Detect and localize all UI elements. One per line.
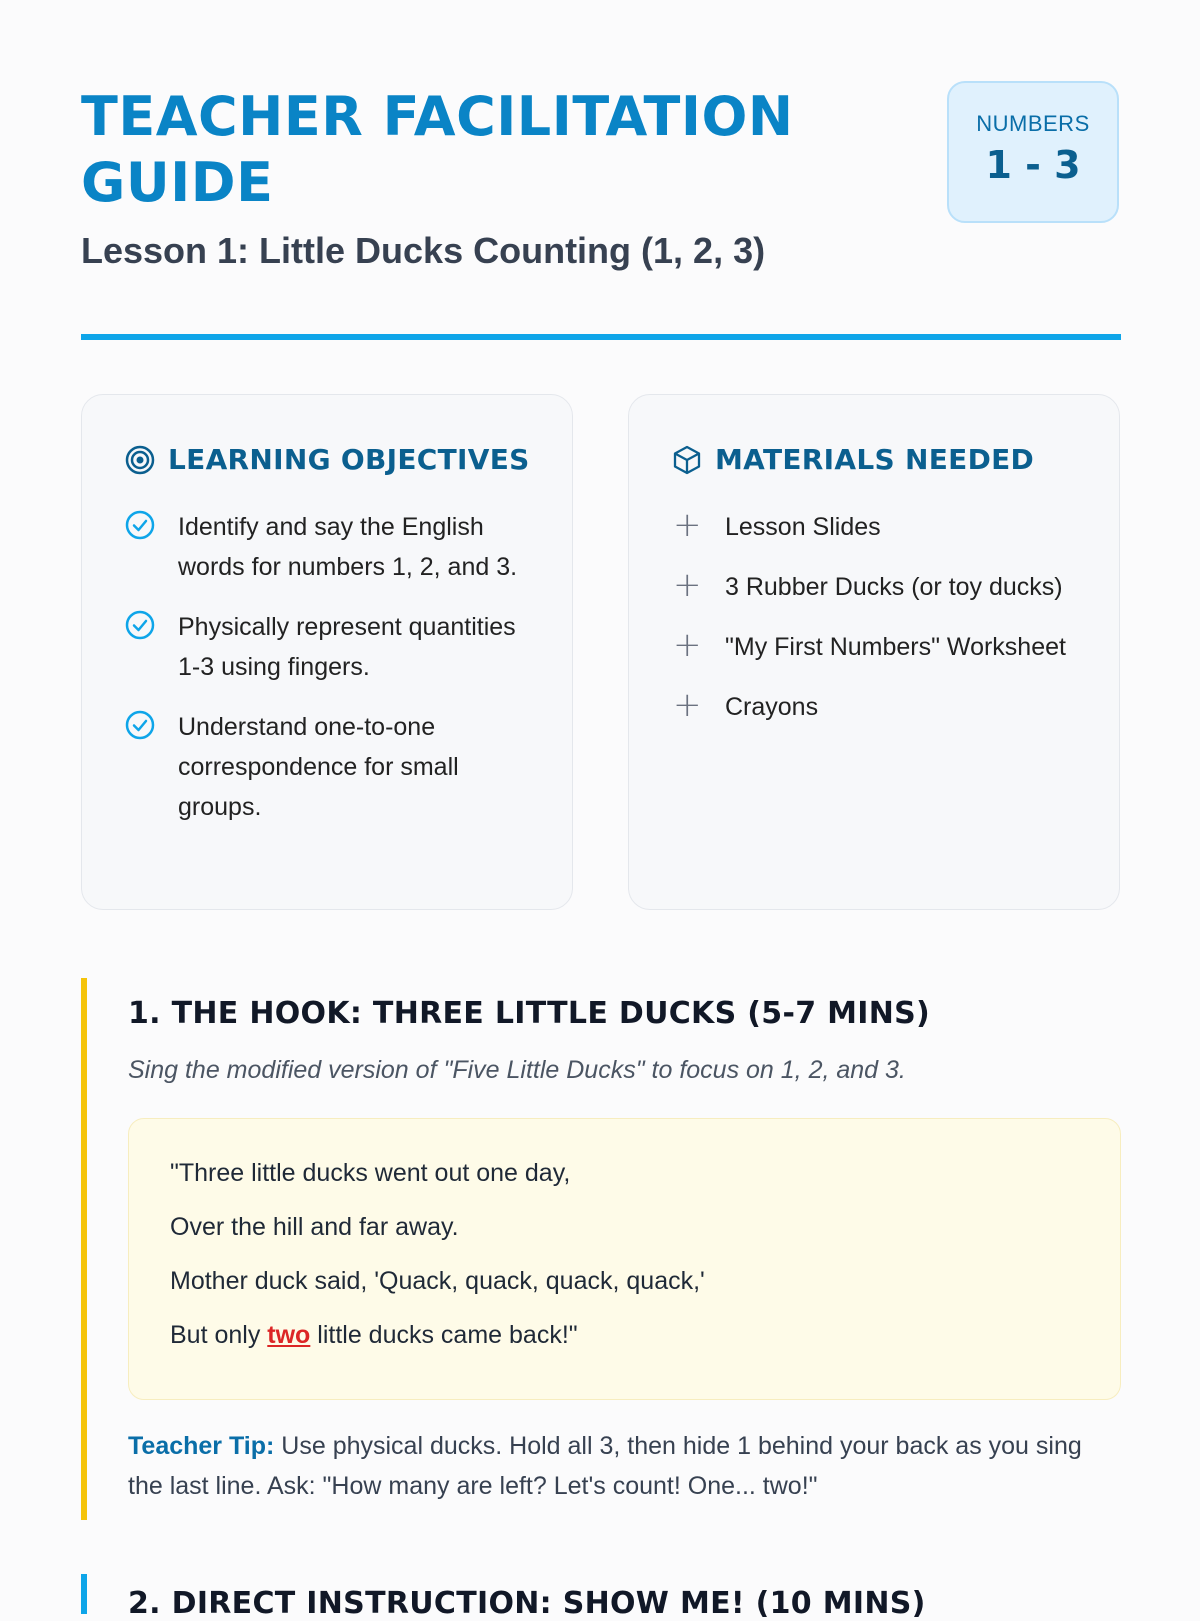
objectives-list	[124, 507, 534, 847]
materials-header	[671, 443, 1034, 476]
material-text: 3 Rubber Ducks (or toy ducks)	[725, 573, 1063, 601]
objective-text: Identify and say the English words for numbers 1, 2, and 3.	[178, 513, 518, 581]
objectives-card	[81, 394, 573, 910]
section-title: 2. DIRECT INSTRUCTION: SHOW ME! (10 MINS)	[128, 1586, 926, 1621]
header	[81, 84, 1121, 271]
plus-icon: +	[673, 565, 702, 605]
material-item	[671, 687, 1081, 727]
teacher-tip	[128, 1426, 1098, 1506]
material-item	[671, 567, 1081, 607]
header-divider	[81, 334, 1121, 340]
plus-icon: +	[673, 505, 702, 545]
materials-card	[628, 394, 1120, 910]
objectives-header	[124, 443, 530, 476]
material-text: Crayons	[725, 693, 819, 721]
song-line-end: little ducks came back!"	[310, 1321, 578, 1349]
page-title: TEACHER FACILITATION GUIDE	[81, 85, 794, 214]
check-circle-icon	[124, 709, 156, 741]
numbers-badge	[947, 81, 1119, 223]
section-title: 1. THE HOOK: THREE LITTLE DUCKS (5-7 MINS)	[128, 996, 931, 1031]
tip-label: Teacher Tip:	[128, 1432, 275, 1460]
material-text: "My First Numbers" Worksheet	[725, 633, 1066, 661]
objective-text: Physically represent quantities 1-3 using fingers.	[178, 613, 516, 681]
section-accent-bar	[81, 1574, 87, 1614]
badge-label: NUMBERS	[976, 111, 1090, 136]
section-description: Sing the modified version of "Five Little Ducks" to focus on 1, 2, and 3.	[128, 1056, 906, 1084]
badge-value: 1 - 3	[985, 143, 1081, 187]
objective-item	[124, 707, 534, 827]
check-circle-icon	[124, 609, 156, 641]
highlighted-word: two	[267, 1321, 311, 1349]
material-text: Lesson Slides	[725, 513, 881, 541]
materials-list	[671, 507, 1081, 747]
objective-item	[124, 507, 534, 587]
material-item	[671, 507, 1081, 547]
plus-icon: +	[673, 625, 702, 665]
hook-section	[81, 978, 1121, 1520]
lesson-subtitle: Lesson 1: Little Ducks Counting (1, 2, 3)	[81, 230, 766, 271]
objective-item	[124, 607, 534, 687]
song-line: "Three little ducks went out one day,	[170, 1159, 571, 1187]
check-circle-icon	[124, 509, 156, 541]
objectives-title: LEARNING OBJECTIVES	[168, 443, 530, 476]
song-line: Over the hill and far away.	[170, 1213, 459, 1241]
box-icon	[671, 444, 703, 476]
materials-title: MATERIALS NEEDED	[715, 443, 1035, 476]
song-line-start: But only	[170, 1321, 268, 1349]
material-item	[671, 627, 1081, 667]
tip-text: Use physical ducks. Hold all 3, then hide 1 behind your back as you sing the last line. Ask: "How many are left? Let's count! One... two!"	[128, 1432, 1082, 1500]
plus-icon: +	[673, 685, 702, 725]
objective-text: Understand one-to-one correspondence for small groups.	[178, 713, 459, 821]
direct-instruction-section	[81, 1574, 1121, 1621]
song-lyrics-box	[128, 1118, 1121, 1400]
song-line: Mother duck said, 'Quack, quack, quack, quack,'	[170, 1267, 705, 1295]
target-icon	[124, 444, 156, 476]
song-line	[170, 1319, 1120, 1351]
section-accent-bar	[81, 978, 87, 1520]
